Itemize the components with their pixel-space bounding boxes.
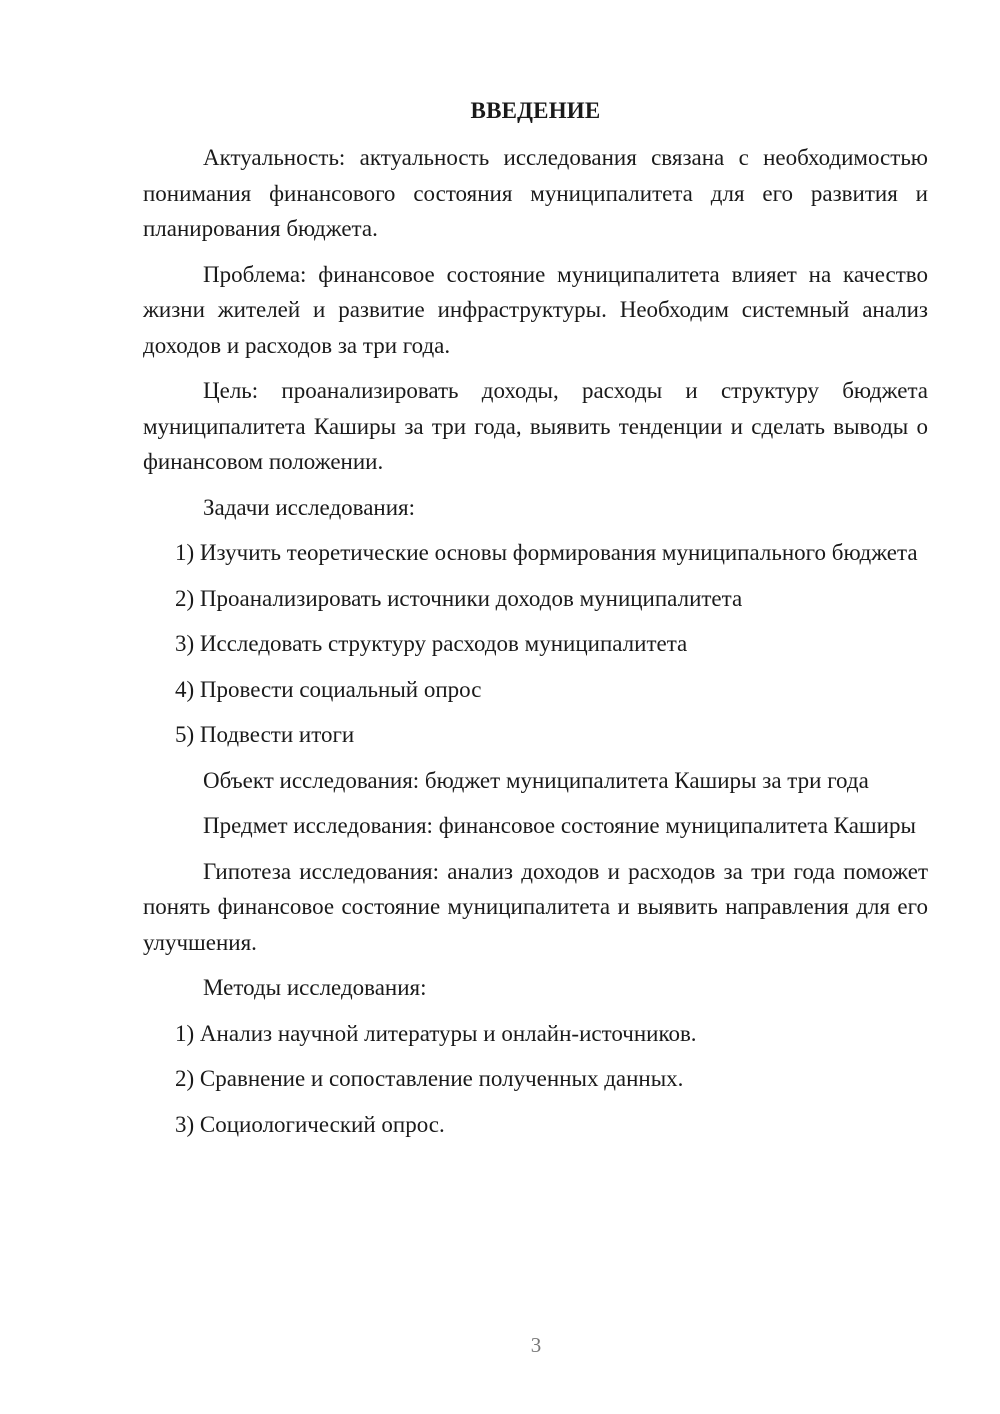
methods-heading: Методы исследования: xyxy=(203,975,427,1000)
page-number: 3 xyxy=(530,1333,542,1357)
hypothesis-paragraph: Гипотеза исследования: анализ доходов и расходов за три года поможет понять финансовое состояние муниципалитета и выявить направления для его улучшения. xyxy=(143,858,928,955)
goal-paragraph: Цель: проанализировать доходы, расходы и структуру бюджета муниципалитета Каширы за три года, выявить тенденции и сделать выводы о финансовом положении. xyxy=(143,378,928,474)
method-item-2: 2) Сравнение и сопоставление полученных данных. xyxy=(175,1066,684,1091)
tasks-heading: Задачи исследования: xyxy=(203,494,416,520)
task-item-3: 3) Исследовать структуру расходов муниципалитета xyxy=(175,631,688,656)
task-item-4: 4) Провести социальный опрос xyxy=(175,676,482,702)
relevance-paragraph: Актуальность: актуальность исследования связана с необходимостью понимания финансового состояния муниципалитета для его развития и планирования бюджета. xyxy=(143,145,928,241)
task-item-2: 2) Проанализировать источники доходов муниципалитета xyxy=(175,585,743,611)
section-title: ВВЕДЕНИЕ xyxy=(470,98,601,123)
object-paragraph: Объект исследования: бюджет муниципалитета Каширы за три года xyxy=(203,767,869,793)
subject-paragraph: Предмет исследования: финансовое состояние муниципалитета Каширы xyxy=(203,813,916,838)
task-item-1: 1) Изучить теоретические основы формирования муниципального бюджета xyxy=(175,540,918,565)
method-item-3: 3) Социологический опрос. xyxy=(175,1111,445,1137)
task-item-5: 5) Подвести итоги xyxy=(175,722,355,747)
page-content xyxy=(143,96,928,1152)
method-item-1: 1) Анализ научной литературы и онлайн-источников. xyxy=(175,1020,697,1046)
problem-paragraph: Проблема: финансовое состояние муниципалитета влияет на качество жизни жителей и развитие инфраструктуры. Необходим системный анализ доходов и расходов за три года. xyxy=(143,261,928,358)
